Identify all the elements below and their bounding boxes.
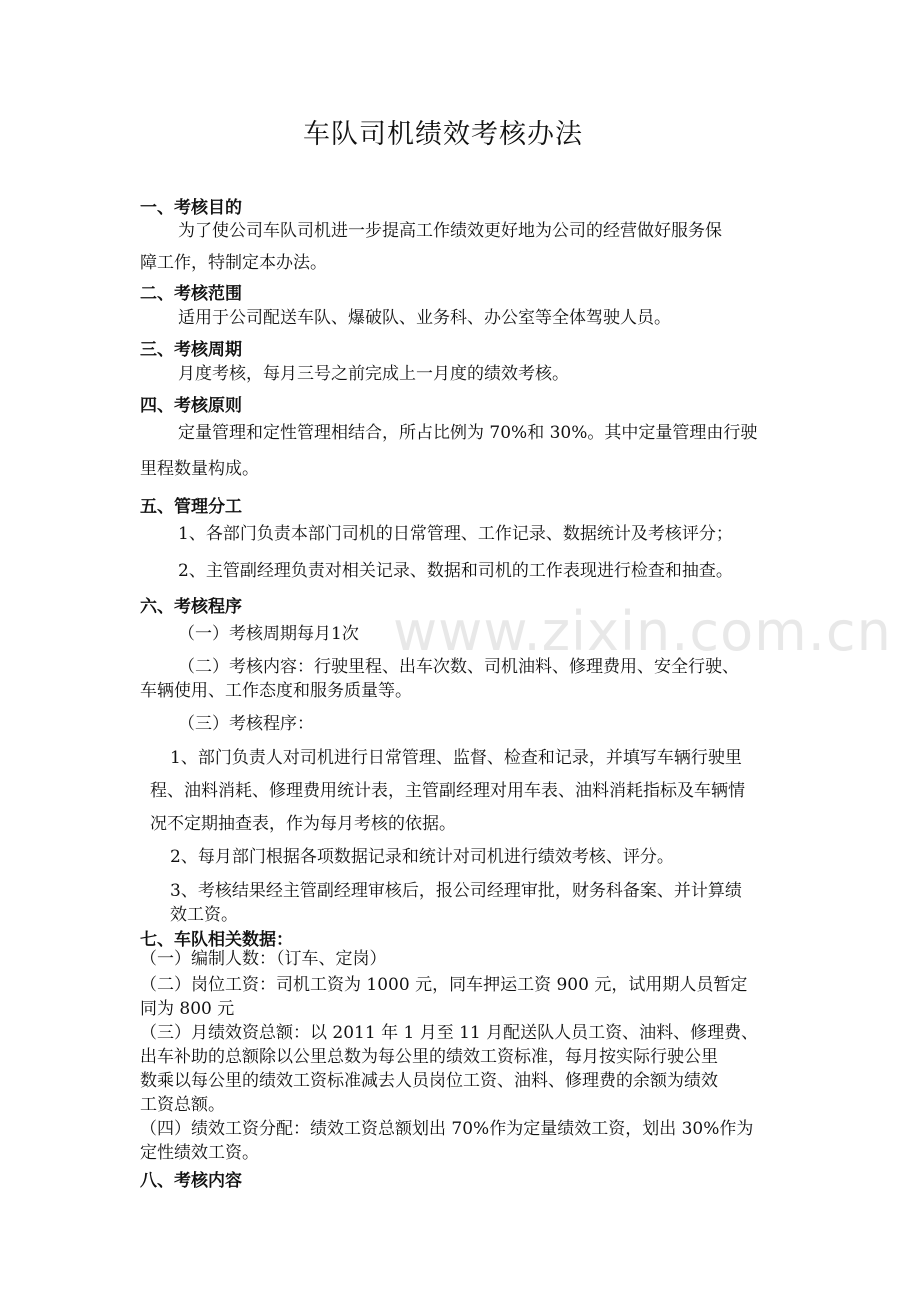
- list-item: 2、主管副经理负责对相关记录、数据和司机的工作表现进行检查和抽查。: [178, 561, 733, 581]
- data-item: 数乘以每公里的绩效工资标准减去人员岗位工资、油料、修理费的余额为绩效: [140, 1071, 718, 1091]
- list-item: 程、油料消耗、修理费用统计表，主管副经理对用车表、油料消耗指标及车辆情: [150, 781, 745, 801]
- sub-item: （一）考核周期每月1次: [178, 624, 359, 644]
- list-item: 2、每月部门根据各项数据记录和统计对司机进行绩效考核、评分。: [170, 847, 674, 867]
- data-item: （一）编制人数：（订车、定岗）: [140, 949, 387, 969]
- paragraph-line: 适用于公司配送车队、爆破队、业务科、办公室等全体驾驶人员。: [178, 308, 671, 328]
- document-title: 车队司机绩效考核办法: [303, 119, 583, 150]
- section-heading-2: 二、考核范围: [140, 284, 242, 304]
- paragraph-line: 月度考核，每月三号之前完成上一月度的绩效考核。: [178, 364, 569, 384]
- section-heading-7: 七、车队相关数据：: [140, 930, 293, 950]
- data-item: 同为 800 元: [140, 999, 235, 1019]
- list-item: 3、考核结果经主管副经理审核后，报公司经理审批，财务科备案、并计算绩: [170, 881, 742, 901]
- section-heading-1: 一、考核目的: [140, 198, 242, 218]
- paragraph-line: 障工作，特制定本办法。: [140, 253, 327, 273]
- sub-item: （三）考核程序：: [178, 714, 314, 734]
- section-heading-3: 三、考核周期: [140, 340, 242, 360]
- sub-item: （二）考核内容：行驶里程、出车次数、司机油料、修理费用、安全行驶、: [178, 657, 739, 677]
- data-item: 工资总额。: [140, 1095, 225, 1115]
- data-item: 出车补助的总额除以公里总数为每公里的绩效工资标准，每月按实际行驶公里: [140, 1047, 718, 1067]
- watermark: www.zixin.com.cn: [393, 600, 892, 663]
- list-item: 况不定期抽查表，作为每月考核的依据。: [150, 814, 456, 834]
- data-item: 定性绩效工资。: [140, 1143, 259, 1163]
- section-heading-8: 八、考核内容: [140, 1171, 242, 1191]
- sub-item: 车辆使用、工作态度和服务质量等。: [140, 681, 412, 701]
- section-heading-5: 五、管理分工: [140, 497, 242, 517]
- paragraph-line: 定量管理和定性管理相结合，所占比例为 70%和 30%。其中定量管理由行驶: [178, 423, 758, 443]
- paragraph-line: 为了使公司车队司机进一步提高工作绩效更好地为公司的经营做好服务保: [178, 221, 722, 241]
- section-heading-4: 四、考核原则: [140, 396, 242, 416]
- paragraph-line: 里程数量构成。: [140, 459, 259, 479]
- list-item: 1、部门负责人对司机进行日常管理、监督、检查和记录，并填写车辆行驶里: [170, 748, 742, 768]
- list-item: 效工资。: [170, 905, 238, 925]
- data-item: （四）绩效工资分配：绩效工资总额划出 70%作为定量绩效工资，划出 30%作为: [140, 1119, 754, 1139]
- list-item: 1、各部门负责本部门司机的日常管理、工作记录、数据统计及考核评分；: [178, 524, 733, 544]
- section-heading-6: 六、考核程序: [140, 597, 242, 617]
- data-item: （三）月绩效资总额：以 2011 年 1 月至 11 月配送队人员工资、油料、修理费、: [140, 1023, 759, 1043]
- data-item: （二）岗位工资：司机工资为 1000 元，同车押运工资 900 元，试用期人员暂定: [140, 975, 748, 995]
